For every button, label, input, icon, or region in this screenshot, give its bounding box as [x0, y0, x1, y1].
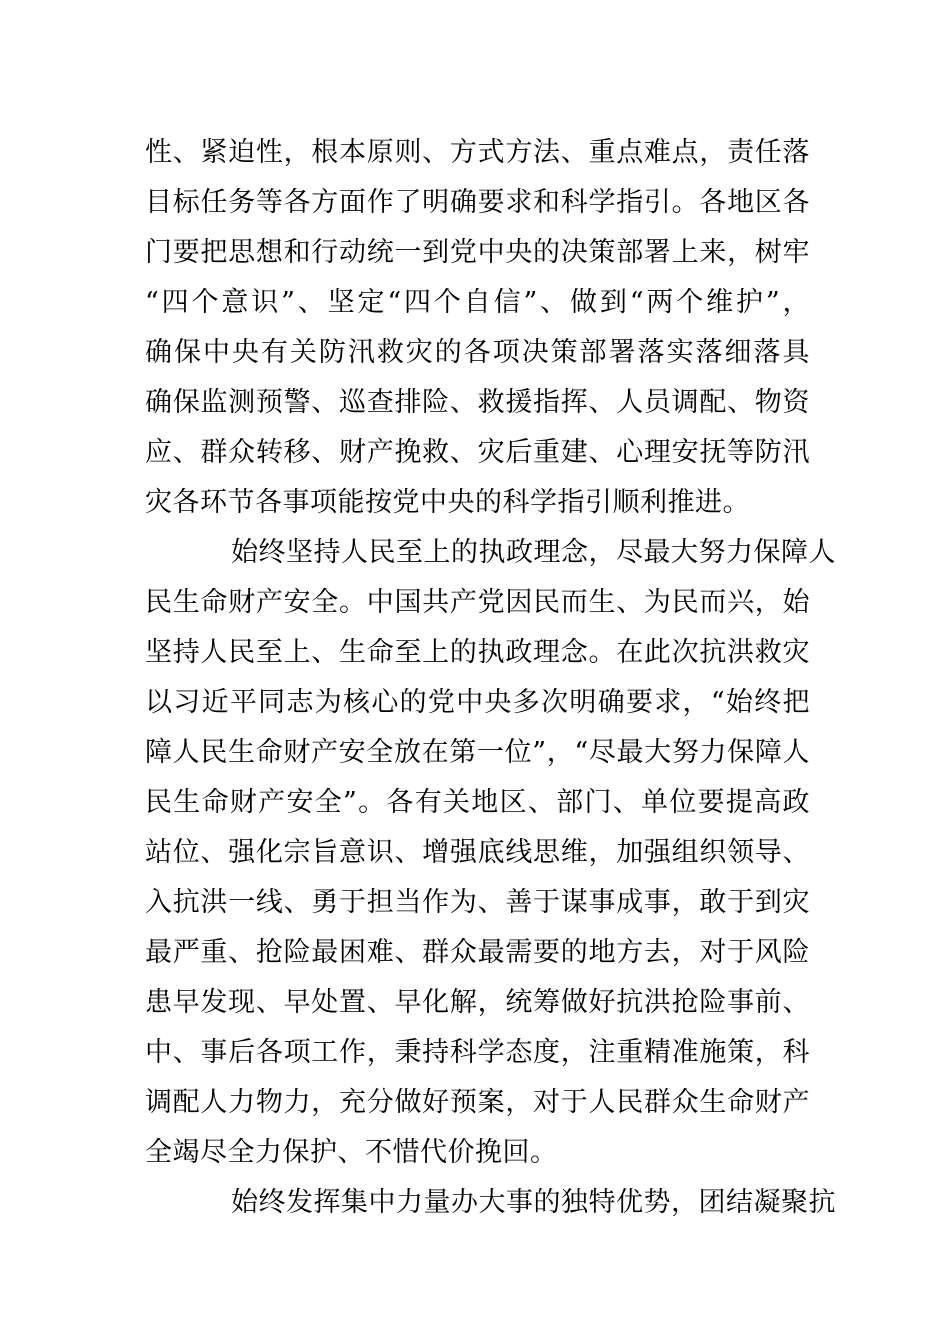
text-line: 确保中央有关防汛救灾的各项决策部署落实落细落具: [145, 337, 810, 368]
text-line: 入抗洪一线、勇于担当作为、善于谋事成事，敢于到灾: [145, 887, 810, 918]
text-line: 调配人力物力，充分做好预案，对于人民群众生命财产: [145, 1087, 810, 1118]
text-line: 始终发挥集中力量办大事的独特优势，团结凝聚抗: [231, 1187, 836, 1218]
text-line: 障人民生命财产安全放在第一位”，“尽最大努力保障人: [145, 737, 810, 768]
text-line: “四个意识”、坚定“四个自信”、做到“两个维护”，: [145, 287, 810, 318]
text-line: 站位、强化宗旨意识、增强底线思维，加强组织领导、: [145, 837, 810, 868]
text-line: 性、紧迫性，根本原则、方式方法、重点难点，责任落: [145, 137, 810, 168]
document-body: [145, 128, 836, 1228]
text-line: 目标任务等各方面作了明确要求和科学指引。各地区各: [145, 187, 810, 218]
paragraph-2: [145, 528, 836, 1178]
text-line: 应、群众转移、财产挽救、灾后重建、心理安抚等防汛: [145, 437, 810, 468]
text-line: 全竭尽全力保护、不惜代价挽回。: [145, 1137, 558, 1168]
paragraph-3: [145, 1178, 836, 1228]
text-line: 始终坚持人民至上的执政理念，尽最大努力保障人: [231, 537, 836, 568]
paragraph-1: [145, 128, 810, 528]
text-line: 确保监测预警、巡查排险、救援指挥、人员调配、物资: [145, 387, 810, 418]
text-line: 灾各环节各事项能按党中央的科学指引顺利推进。: [145, 487, 750, 518]
text-line: 以习近平同志为核心的党中央多次明确要求，“始终把: [145, 687, 810, 718]
text-line: 民生命财产安全。中国共产党因民而生、为民而兴，始: [145, 587, 810, 618]
text-line: 中、事后各项工作，秉持科学态度，注重精准施策，科: [145, 1037, 810, 1068]
text-line: 最严重、抢险最困难、群众最需要的地方去，对于风险: [145, 937, 810, 968]
text-line: 坚持人民至上、生命至上的执政理念。在此次抗洪救灾: [145, 637, 810, 668]
text-line: 民生命财产安全”。各有关地区、部门、单位要提高政: [145, 787, 810, 818]
text-line: 门要把思想和行动统一到党中央的决策部署上来，树牢: [145, 237, 810, 268]
text-line: 患早发现、早处置、早化解，统筹做好抗洪抢险事前、: [145, 987, 810, 1018]
